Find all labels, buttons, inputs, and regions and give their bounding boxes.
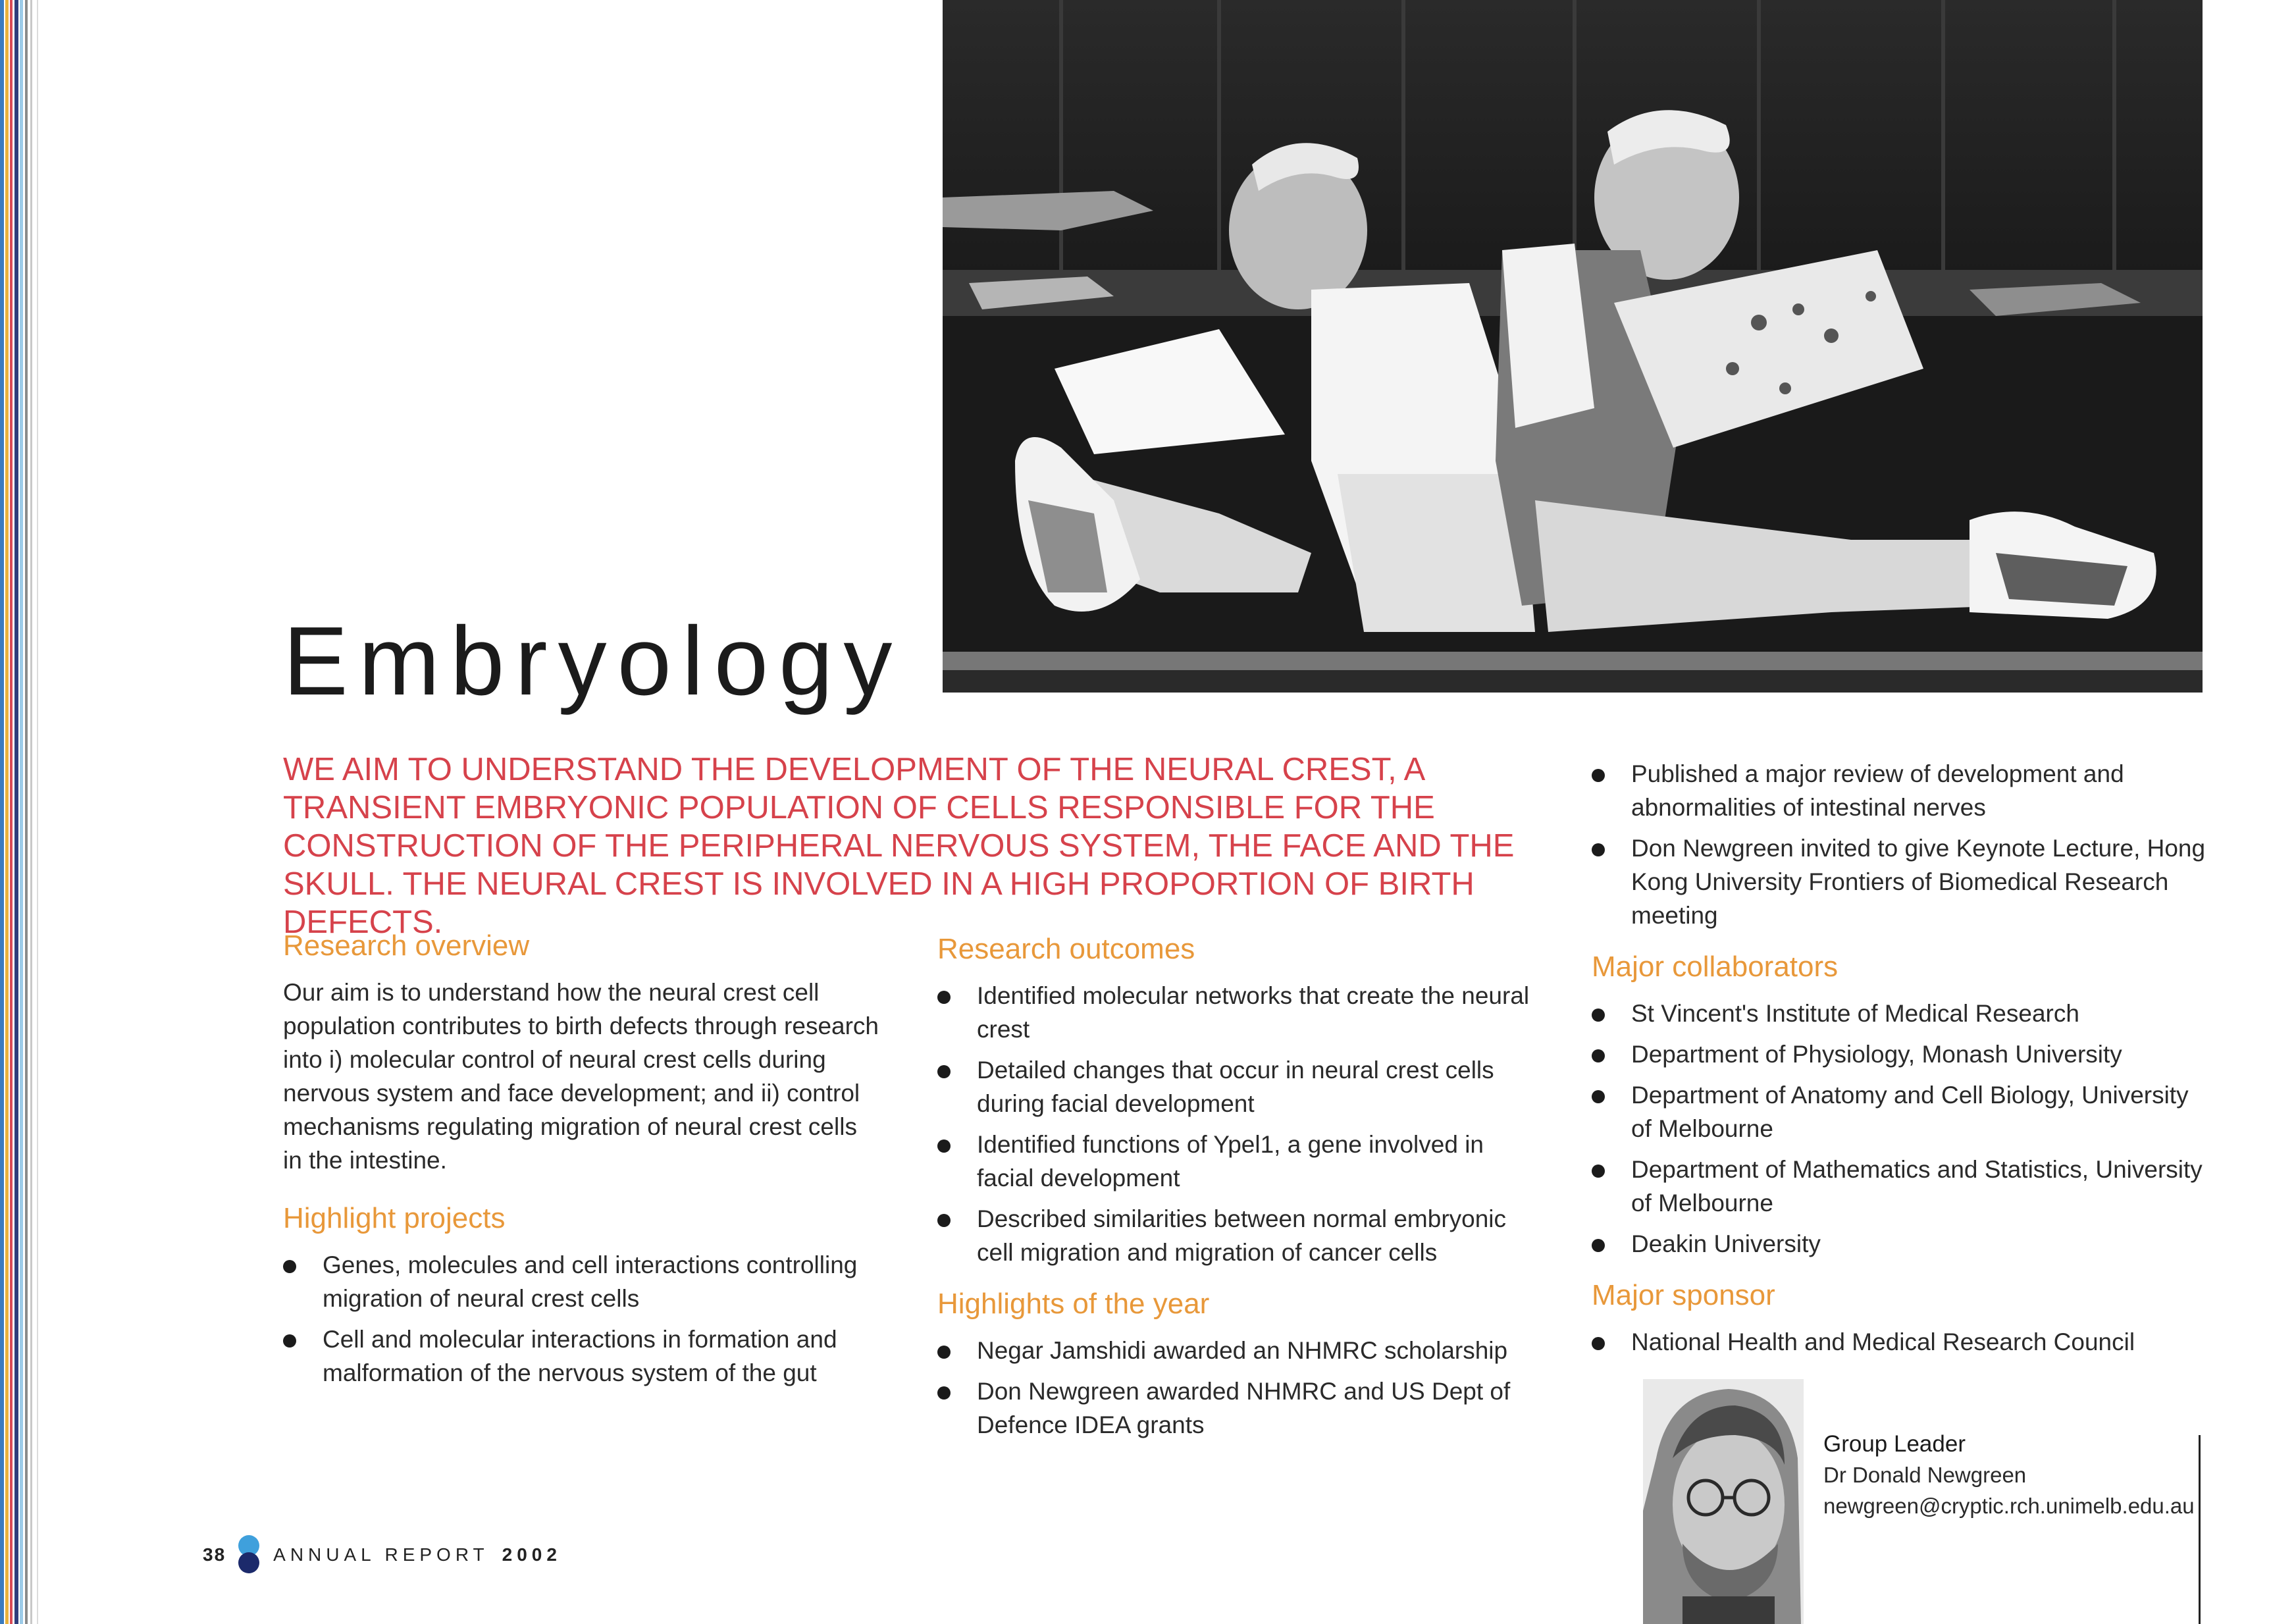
report-label: ANNUAL REPORT [273,1544,489,1565]
list-item: St Vincent's Institute of Medical Research [1592,997,2210,1030]
group-leader-email[interactable]: newgreen@cryptic.rch.unimelb.edu.au [1823,1494,2195,1518]
list-item: Identified functions of Ypel1, a gene involved in facial development [937,1128,1536,1195]
list-item: Don Newgreen invited to give Keynote Lecture, Hong Kong University Frontiers of Biomedical Research meeting [1592,831,2210,932]
highlight-projects-heading: Highlight projects [283,1202,506,1234]
research-overview-heading: Research overview [283,930,530,962]
list-item: Identified molecular networks that create the neural crest [937,979,1536,1046]
major-collaborators-list [1592,997,2210,1261]
research-overview-text: Our aim is to understand how the neural crest cell population contributes to birth defects through research into i) molecular control of neural crest cells during nervous system and face development; and ii) control mechanisms regulating migration of neural crest cells in the intestine. [283,979,879,1174]
group-leader-role: Group Leader [1823,1431,1966,1457]
list-item: Department of Physiology, Monash University [1592,1037,2210,1071]
list-item: Deakin University [1592,1227,2210,1261]
left-column [283,928,882,1407]
major-sponsor-list [1592,1325,2210,1359]
report-logo-icon [235,1534,263,1576]
list-item: Department of Mathematics and Statistics, University of Melbourne [1592,1153,2210,1220]
list-item: Don Newgreen awarded NHMRC and US Dept of Defence IDEA grants [937,1375,1536,1442]
page-number: 38 [203,1544,226,1565]
middle-column [937,931,1536,1459]
list-item: Published a major review of development and abnormalities of intestinal nerves [1592,757,2210,824]
list-item: Negar Jamshidi awarded an NHMRC scholarship [937,1334,1536,1367]
highlight-projects-list [283,1248,882,1390]
list-item: Cell and molecular interactions in formation and malformation of the nervous system of the gut [283,1323,882,1390]
research-outcomes-list [937,979,1536,1269]
major-sponsor-heading: Major sponsor [1592,1279,1775,1311]
divider [2199,1435,2201,1624]
right-column [1592,757,2210,1376]
page-title: Embryology [283,607,903,716]
research-outcomes-heading: Research outcomes [937,933,1195,965]
binding-edge [0,0,59,1624]
major-collaborators-heading: Major collaborators [1592,951,1839,983]
list-item: National Health and Medical Research Council [1592,1325,2210,1359]
group-leader-portrait [1643,1379,1804,1624]
highlights-of-year-list [937,1334,1536,1442]
children-reading-photo [943,0,2203,693]
intro-statement: WE AIM TO UNDERSTAND THE DEVELOPMENT OF THE NEURAL CREST, A TRANSIENT EMBRYONIC POPULATION OF CELLS RESPONSIBLE FOR THE CONSTRUCTION OF THE PERIPHERAL NERVOUS SYSTEM, THE FACE AND THE SKULL. THE NEURAL CREST IS INVOLVED IN A HIGH PROPORTION OF BIRTH DEFECTS. [283,752,1515,940]
list-item: Described similarities between normal embryonic cell migration and migration of cancer cells [937,1202,1536,1269]
report-year: 2002 [502,1544,561,1565]
group-leader-info [1823,1428,2195,1521]
list-item: Department of Anatomy and Cell Biology, University of Melbourne [1592,1078,2210,1145]
highlights-continued-list [1592,757,2210,932]
page-footer [203,1534,561,1576]
list-item: Genes, molecules and cell interactions controlling migration of neural crest cells [283,1248,882,1315]
highlights-of-year-heading: Highlights of the year [937,1288,1210,1320]
group-leader-name: Dr Donald Newgreen [1823,1463,2027,1487]
list-item: Detailed changes that occur in neural crest cells during facial development [937,1053,1536,1120]
